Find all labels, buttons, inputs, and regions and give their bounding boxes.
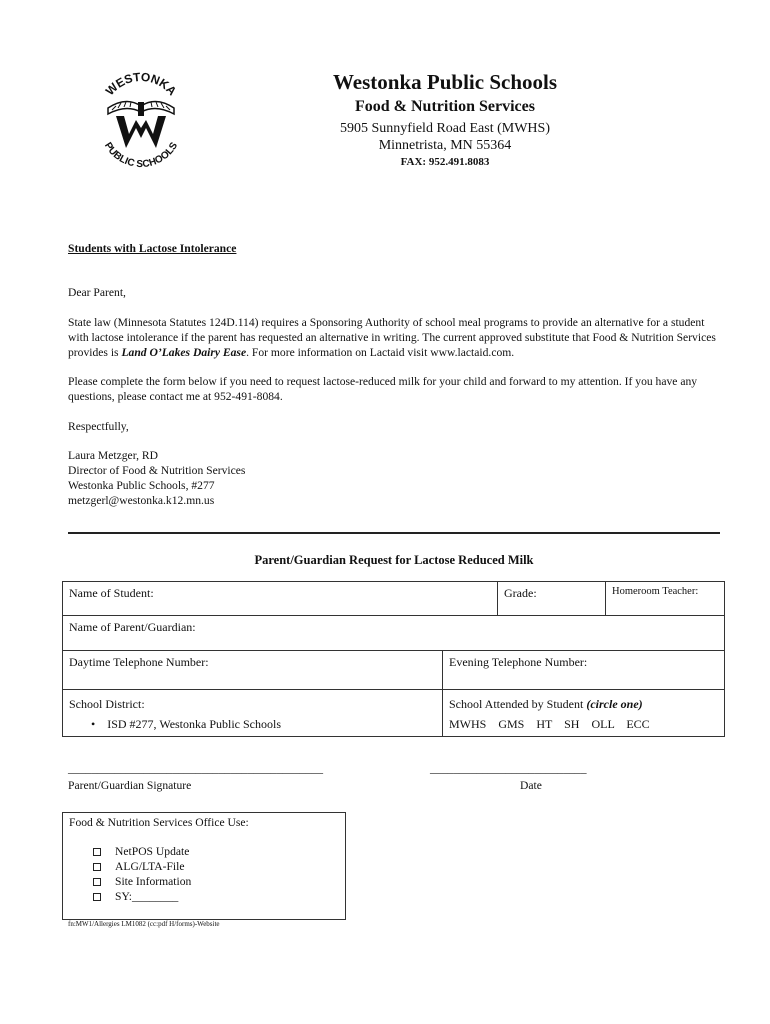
- substitute-product: Land O’Lakes Dairy Ease: [121, 346, 247, 359]
- checkbox-icon[interactable]: [93, 863, 101, 871]
- para1-text-a: State law (Minnesota Statutes 124D.114) requires a Sponsoring Authority of school meal programs to provide an alternative for a student with lactose intolerance if the parent has requested an alternative in writing. The current approved substitute that Food & Nutrition Services provides is: [68, 316, 716, 359]
- office-use-box: [62, 812, 346, 920]
- office-use-item[interactable]: [93, 859, 191, 874]
- signature-label: Parent/Guardian Signature: [68, 779, 192, 792]
- logo-text-top: WESTONKA: [102, 69, 180, 99]
- bullet-icon: •: [91, 717, 96, 731]
- office-use-item[interactable]: [93, 889, 191, 904]
- school-district-label: School District:: [69, 697, 145, 711]
- signer-name: Laura Metzger, RD: [68, 449, 158, 462]
- fax-number: FAX: 952.491.8083: [400, 156, 490, 168]
- office-use-item-label: ALG/LTA-File: [115, 860, 185, 873]
- school-logo: [86, 66, 196, 176]
- document-footer: fn:MW1/Allergies LM1082 (cc:pdf H/forms)-Website: [68, 920, 220, 928]
- office-use-item-label: SY:________: [115, 890, 179, 903]
- district-option-label: ISD #277, Westonka Public Schools: [107, 717, 282, 731]
- department-name: Food & Nutrition Services: [355, 98, 535, 115]
- page-title: Westonka Public Schools: [332, 70, 558, 94]
- school-attended-text: School Attended by Student: [449, 697, 587, 711]
- district-option: [69, 714, 436, 734]
- signer-email: metzgerl@westonka.k12.mn.us: [68, 494, 215, 507]
- para1-text-b: . For more information on Lactaid visit www.lactaid.com.: [246, 346, 515, 359]
- address-line-2: Minnetrista, MN 55364: [378, 138, 512, 153]
- salutation: Dear Parent,: [68, 286, 126, 299]
- form-title: Parent/Guardian Request for Lactose Reduced Milk: [254, 553, 534, 567]
- school-district-field[interactable]: [62, 689, 443, 737]
- letter-paragraph-2: Please complete the form below if you need to request lactose-reduced milk for your child and forward to my attention. If you have any questions, please contact me at 952-491-8084.: [68, 375, 698, 403]
- parent-name-label: Name of Parent/Guardian:: [69, 620, 196, 634]
- student-name-field[interactable]: [62, 581, 498, 616]
- office-use-list: [93, 844, 191, 904]
- signature-block: [68, 448, 718, 508]
- office-use-item-label: NetPOS Update: [115, 845, 190, 858]
- student-name-label: Name of Student:: [69, 586, 154, 600]
- date-line[interactable]: ___________________________: [430, 762, 587, 775]
- office-use-item[interactable]: [93, 874, 191, 889]
- school-options[interactable]: MWHS GMS HT SH OLL ECC: [449, 717, 650, 731]
- school-attended-label: [449, 694, 718, 714]
- office-use-item[interactable]: [93, 844, 191, 859]
- checkbox-icon[interactable]: [93, 878, 101, 886]
- letter-subject: Students with Lactose Intolerance: [68, 242, 237, 255]
- svg-text:PUBLIC SCHOOLS: [102, 140, 180, 170]
- date-label: Date: [520, 779, 542, 792]
- evening-phone-label: Evening Telephone Number:: [449, 655, 588, 669]
- homeroom-teacher-field[interactable]: [605, 581, 725, 616]
- school-attended-field[interactable]: [442, 689, 725, 737]
- circle-one-note: (circle one): [586, 697, 643, 711]
- letter-paragraph-1: [68, 315, 718, 360]
- evening-phone-field[interactable]: [442, 650, 725, 690]
- daytime-phone-field[interactable]: [62, 650, 443, 690]
- signature-line[interactable]: ____________________________________________: [68, 762, 324, 775]
- daytime-phone-label: Daytime Telephone Number:: [69, 655, 209, 669]
- address-line-1: 5905 Sunnyfield Road East (MWHS): [340, 121, 550, 136]
- parent-name-field[interactable]: [62, 615, 725, 651]
- grade-label: Grade:: [504, 586, 537, 600]
- checkbox-icon[interactable]: [93, 893, 101, 901]
- grade-field[interactable]: [497, 581, 606, 616]
- office-use-item-label: Site Information: [115, 875, 192, 888]
- svg-text:WESTONKA: [103, 70, 180, 99]
- signer-organization: Westonka Public Schools, #277: [68, 479, 215, 492]
- checkbox-icon[interactable]: [93, 848, 101, 856]
- office-use-title: Food & Nutrition Services Office Use:: [69, 816, 249, 829]
- divider: [68, 532, 720, 534]
- homeroom-teacher-label: Homeroom Teacher:: [612, 586, 699, 597]
- logo-text-bottom: PUBLIC SCHOOLS: [101, 140, 181, 171]
- signer-title: Director of Food & Nutrition Services: [68, 464, 246, 477]
- closing: Respectfully,: [68, 420, 129, 433]
